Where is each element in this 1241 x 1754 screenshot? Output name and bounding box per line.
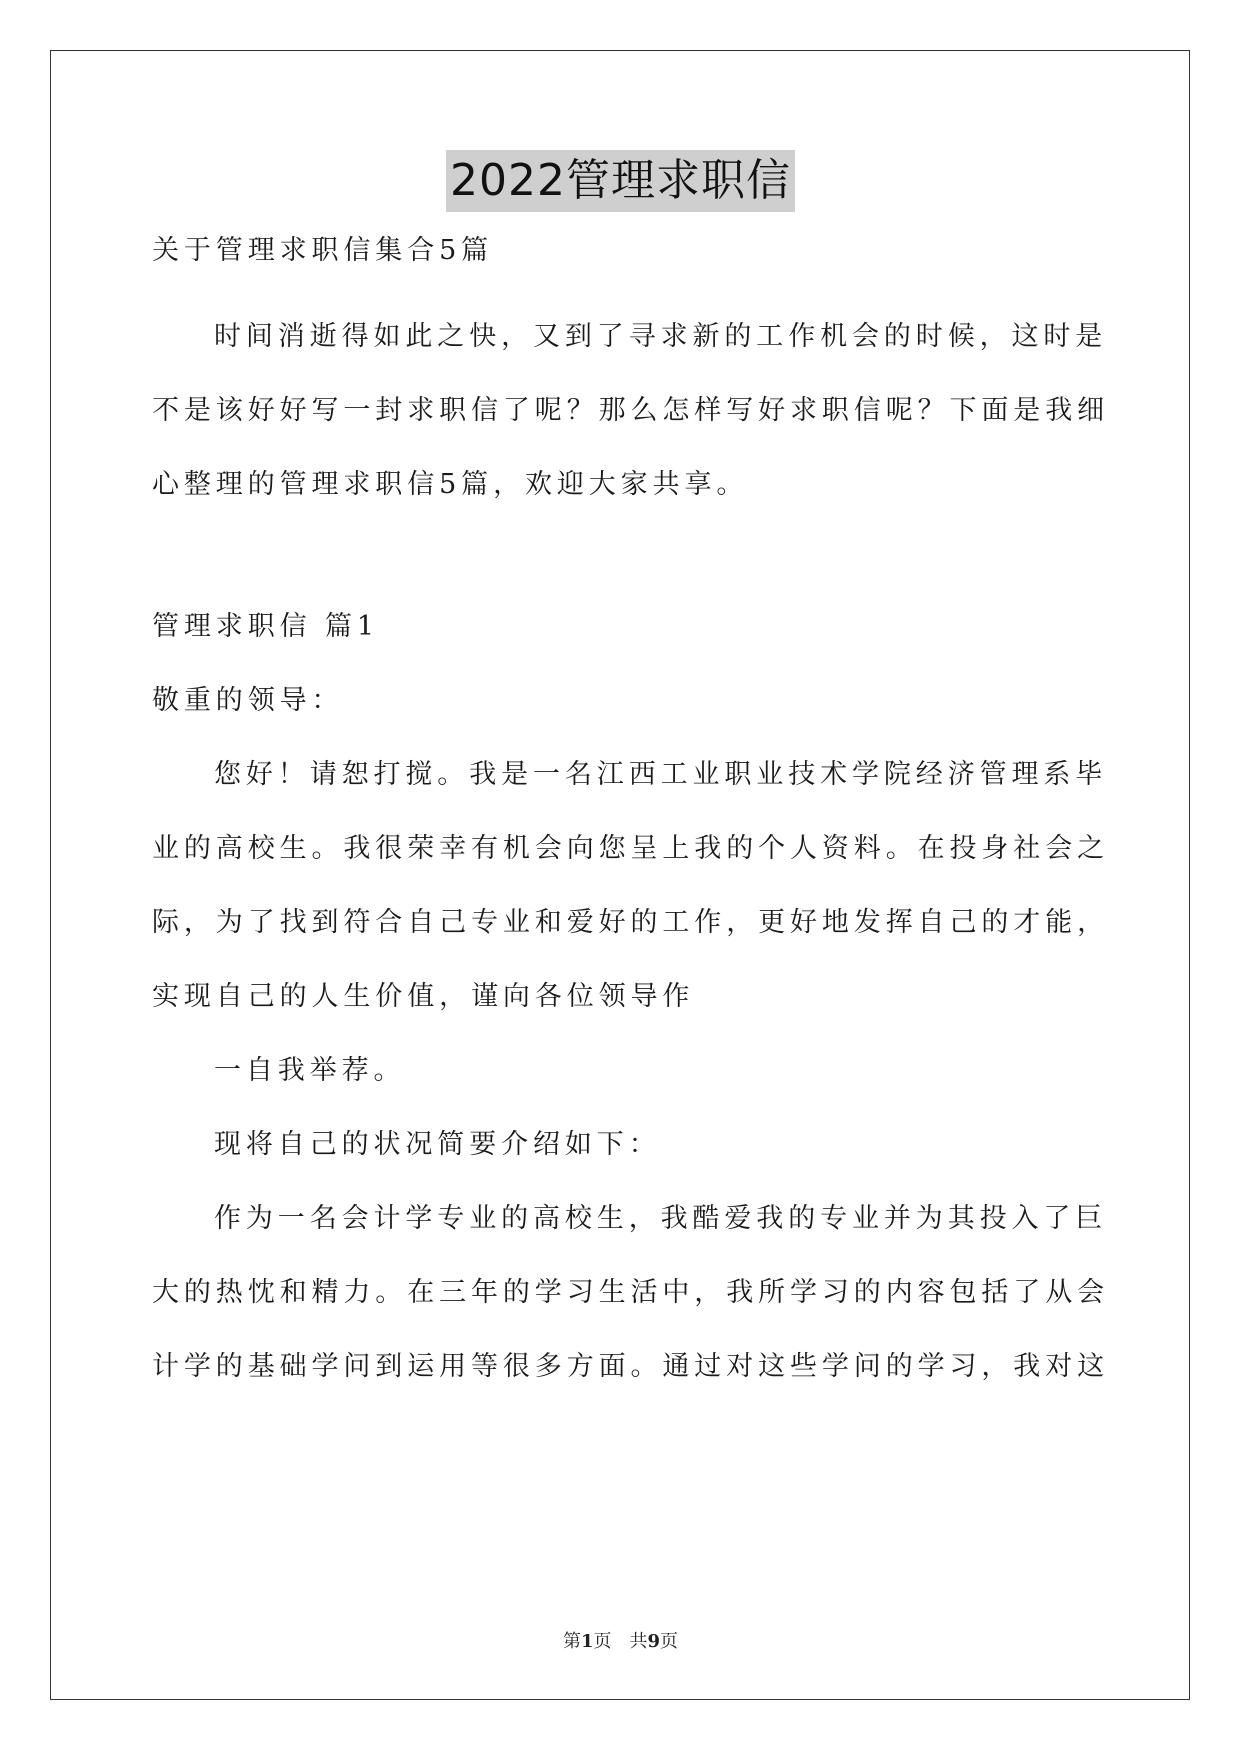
footer-middle: 页 共 [593,1631,648,1652]
page-border [50,50,1190,1700]
document-title: 2022管理求职信 [446,150,795,212]
footer-prefix: 第 [562,1631,581,1652]
current-page-number: 1 [580,1631,594,1652]
page-footer [0,1627,1241,1653]
title-area [0,150,1241,212]
footer-suffix: 页 [660,1631,679,1652]
total-pages-number: 9 [647,1631,661,1652]
